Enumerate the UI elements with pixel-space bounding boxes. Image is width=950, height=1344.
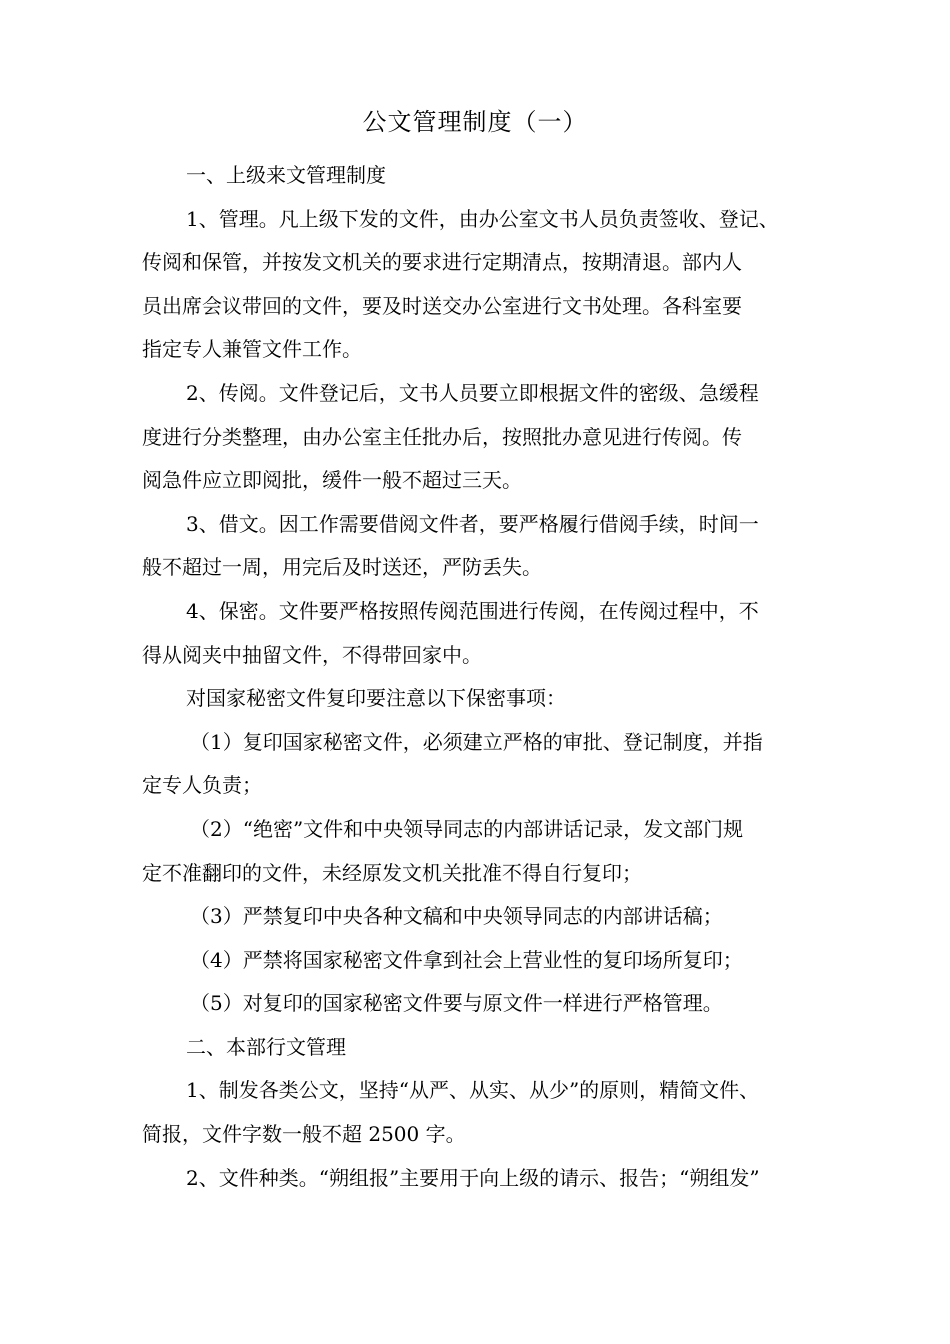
paragraph-line: 员出席会议带回的文件，要及时送交办公室进行文书处理。各科室要: [142, 293, 742, 318]
paragraph-line: 阅急件应立即阅批，缓件一般不超过三天。: [142, 468, 522, 493]
list-item-line: 定不准翻印的文件，未经原发文机关批准不得自行复印；: [142, 860, 642, 885]
paragraph-line: 指定专人兼管文件工作。: [142, 337, 362, 362]
list-item-line: （3）严禁复印中央各种文稿和中央领导同志的内部讲话稿；: [190, 904, 723, 929]
paragraph-line: 3、借文。因工作需要借阅文件者，要严格履行借阅手续，时间一: [186, 511, 759, 536]
list-item-line: （5）对复印的国家秘密文件要与原文件一样进行严格管理。: [190, 991, 723, 1016]
paragraph-line: 简报，文件字数一般不超 2500 字。: [142, 1122, 466, 1147]
list-item-line: （1）复印国家秘密文件，必须建立严格的审批、登记制度，并指: [190, 729, 763, 754]
section-heading: 一、上级来文管理制度: [186, 163, 386, 187]
paragraph-line: 1、管理。凡上级下发的文件，由办公室文书人员负责签收、登记、: [186, 206, 779, 231]
paragraph-line: 4、保密。文件要严格按照传阅范围进行传阅，在传阅过程中，不: [186, 598, 759, 623]
paragraph-line: 传阅和保管，并按发文机关的要求进行定期清点，按期清退。部内人: [142, 250, 742, 275]
paragraph-line: 1、制发各类公文，坚持“从严、从实、从少”的原则，精简文件、: [186, 1078, 760, 1103]
list-item-line: （2）“绝密”文件和中央领导同志的内部讲话记录，发文部门规: [190, 816, 744, 841]
paragraph-line: 对国家秘密文件复印要注意以下保密事项：: [186, 686, 566, 711]
list-item-line: （4）严禁将国家秘密文件拿到社会上营业性的复印场所复印；: [190, 947, 743, 972]
document-body: [142, 154, 812, 1200]
paragraph-line: 得从阅夹中抽留文件，不得带回家中。: [142, 642, 482, 667]
section-heading: 二、本部行文管理: [186, 1034, 346, 1059]
document-title: 公文管理制度（一）: [362, 108, 588, 136]
paragraph-line: 2、传阅。文件登记后，文书人员要立即根据文件的密级、急缓程: [186, 380, 759, 405]
paragraph-line: 2、文件种类。“朔组报”主要用于向上级的请示、报告；“朔组发”: [186, 1165, 760, 1190]
paragraph-line: 般不超过一周，用完后及时送还，严防丢失。: [142, 555, 542, 580]
paragraph-line: 度进行分类整理，由办公室主任批办后，按照批办意见进行传阅。传: [142, 424, 742, 449]
list-item-line: 定专人负责；: [142, 773, 262, 798]
